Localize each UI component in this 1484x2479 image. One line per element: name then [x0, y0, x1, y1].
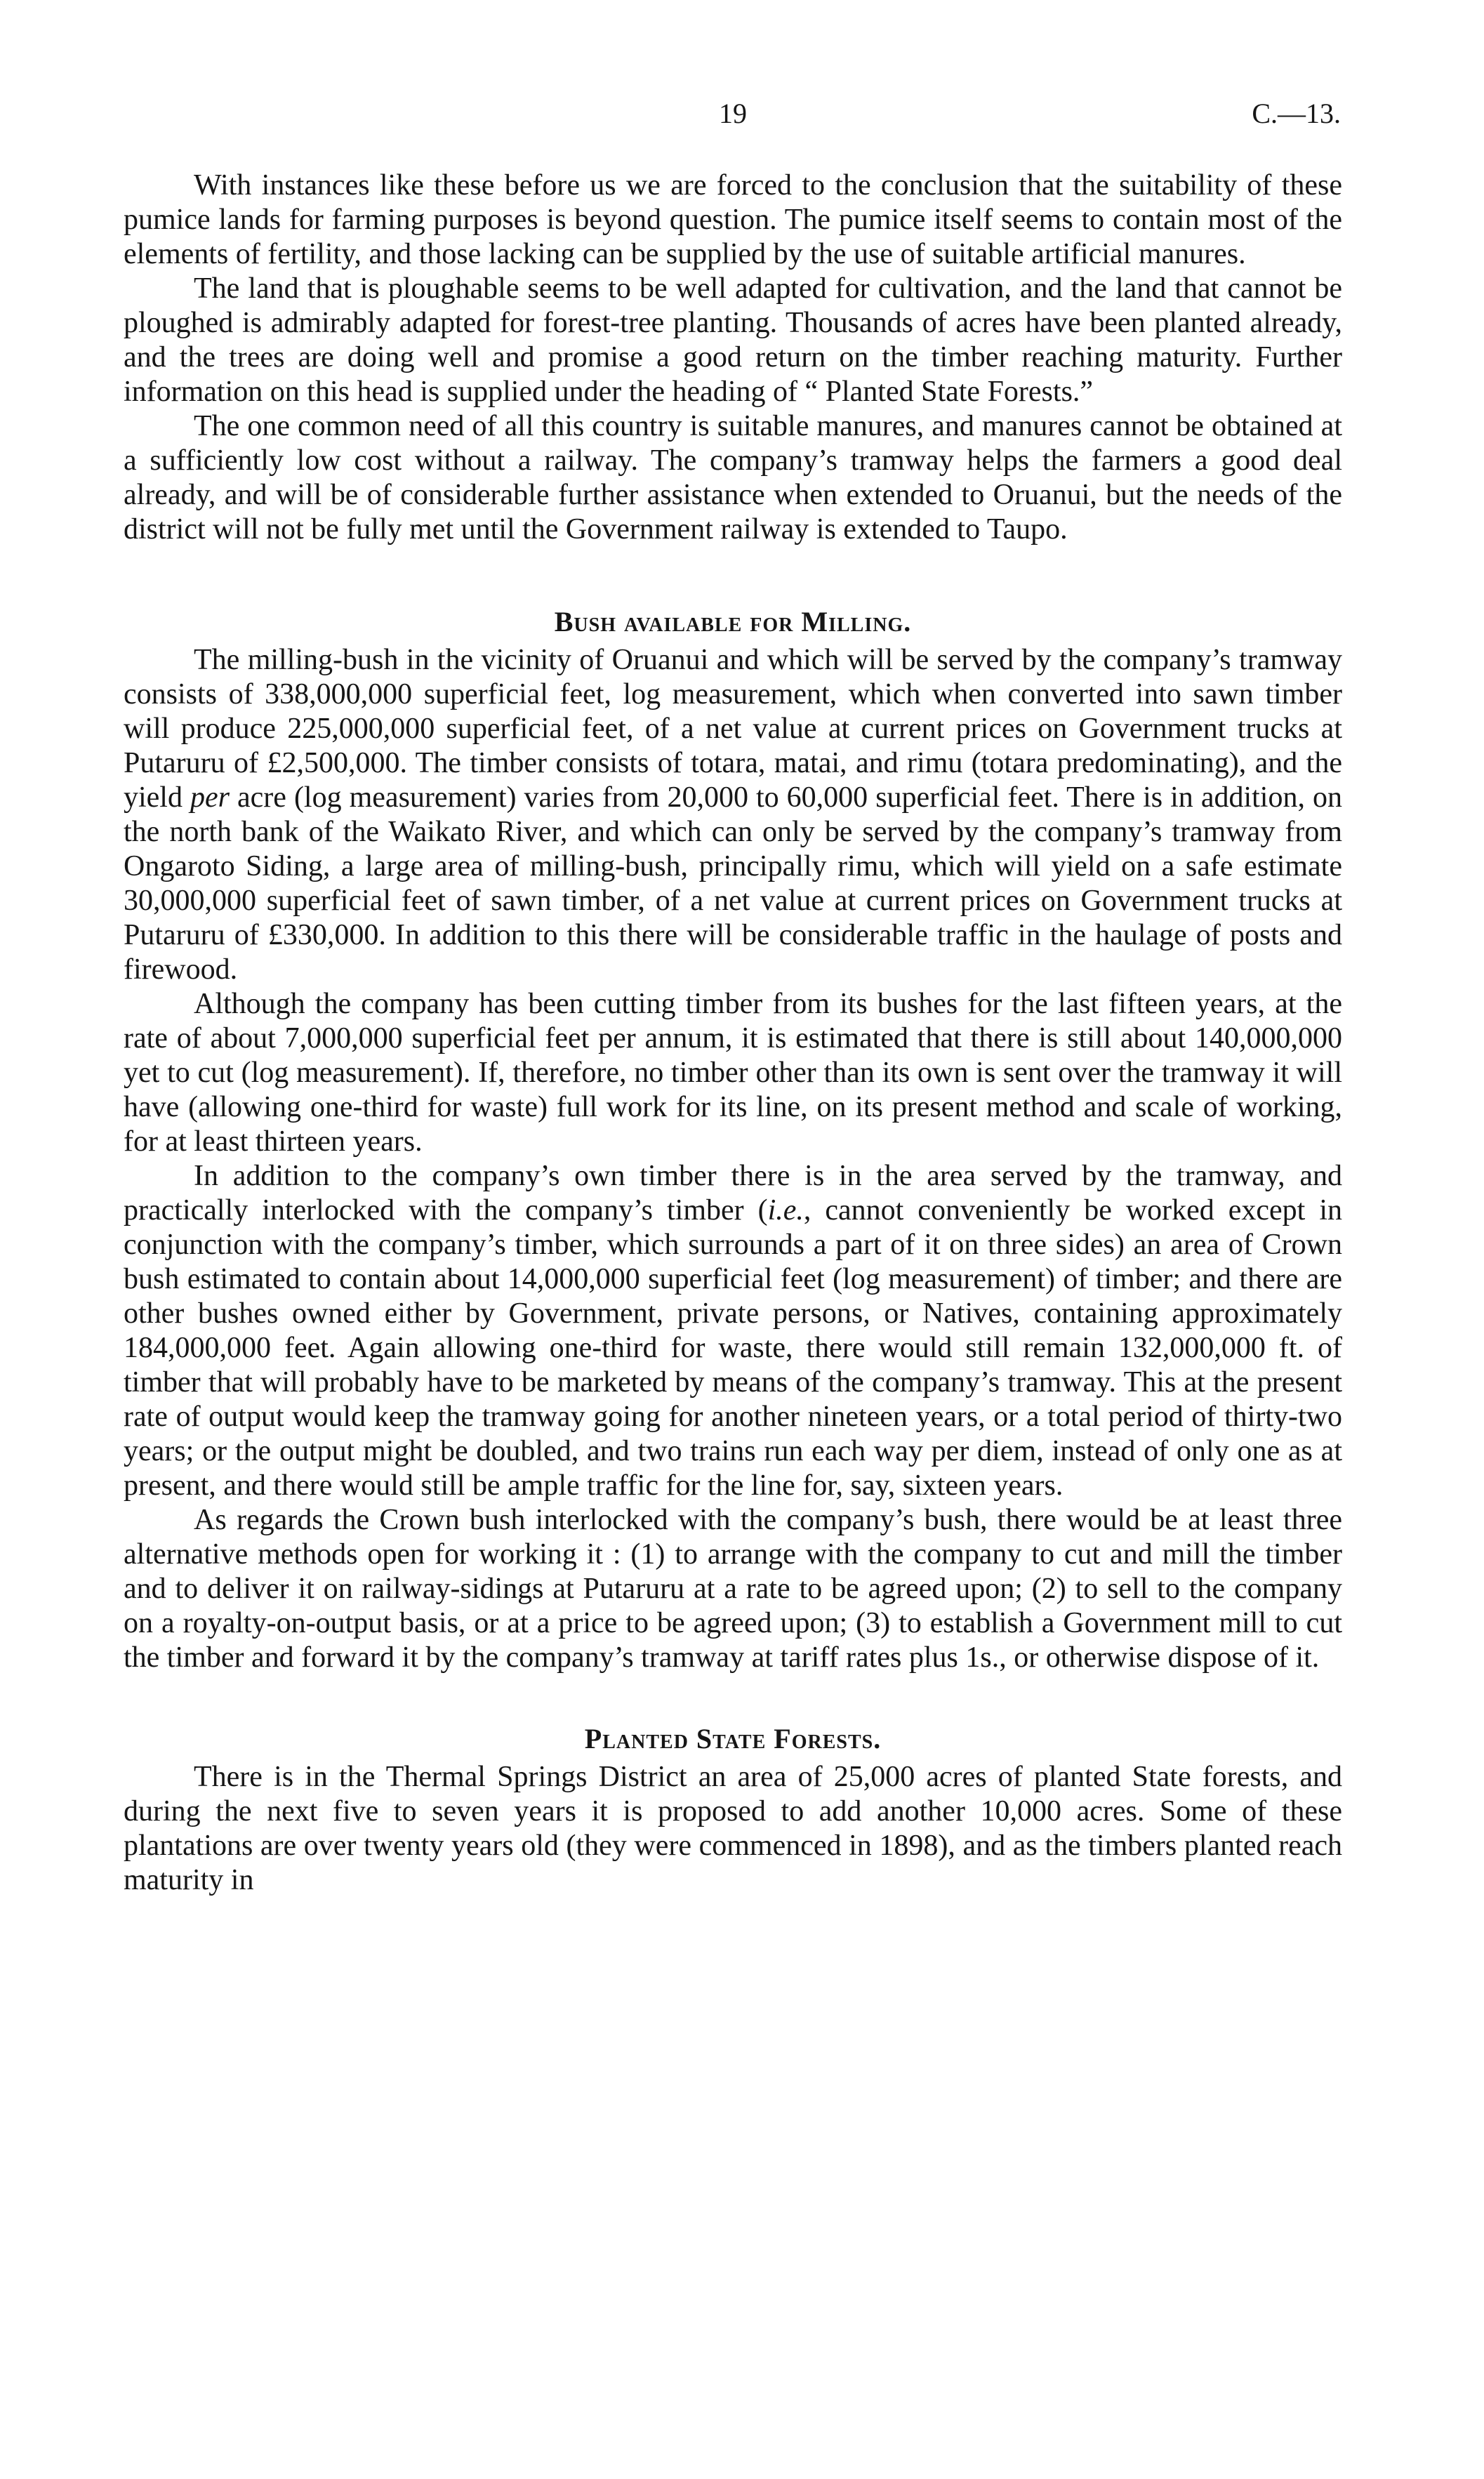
paragraph-bush-3 — [124, 1159, 1342, 1503]
document-reference: C.—13. — [1252, 98, 1341, 129]
paragraph-planted-1: There is in the Thermal Springs District an area of 25,000 acres of planted State forests, and during the next five to seven years it is proposed to add another 10,000 acres. Some of these plantations are over twenty years old (they were commenced in 1898), and as the timbers planted reach maturity in — [124, 1761, 1342, 1896]
paragraph-bush-1 — [124, 643, 1342, 987]
section-heading-planted-forests: Planted State Forests. — [584, 1723, 882, 1754]
section-heading-bush-available: Bush available for Milling. — [554, 606, 912, 637]
paragraph-bush-2: Although the company has been cutting timber from its bushes for the last fifteen years, at the rate of about 7,000,000 superficial feet per annum, it is estimated that there is still about 140,000,000 yet to cut (log measurement). If, therefore, no timber other than its own is sent over the tramway it will have (allowing one-third for waste) full work for its line, on its present method and scale of working, for at least thirteen years. — [124, 988, 1342, 1158]
paragraph-bush-1-italic: per — [190, 781, 230, 814]
paragraph-bush-3-italic: i.e. — [767, 1194, 804, 1227]
running-header — [125, 97, 1341, 139]
body-text — [124, 168, 1342, 1898]
paragraph-bush-3-text-a: In addition to the company’s own timber there is in the area served by the tramway, and practically interlocked with the company’s timber ( — [124, 1160, 1342, 1227]
paragraph-intro-2: The land that is ploughable seems to be well adapted for cultivation, and the land that cannot be ploughed is admirably adapted for forest-tree planting. Thousands of acres have been planted already, and the trees are doing well and promise a good return on the timber reaching maturity. Further information on this head is supplied under the heading of “ Planted State Forests.” — [124, 272, 1342, 408]
paragraph-intro-3: The one common need of all this country is suitable manures, and manures cannot be obtained at a sufficiently low cost without a railway. The company’s tramway helps the farmers a good deal already, and will be of considerable further assistance when extended to Oruanui, but the needs of the district will not be fully met until the Government railway is extended to Taupo. — [124, 410, 1342, 546]
page-number: 19 — [719, 98, 747, 129]
paragraph-bush-4: As regards the Crown bush interlocked with the company’s bush, there would be at least three alternative methods open for working it : (1) to arrange with the company to cut and mill the timber and to deliver it on railway-sidings at Putaruru at a rate to be agreed upon; (2) to sell to the company on a royalty-on-output basis, or at a price to be agreed upon; (3) to establish a Government mill to cut the timber and forward it by the company’s tramway at tariff rates plus 1s., or otherwise dispose of it. — [124, 1504, 1342, 1674]
paragraph-intro-1: With instances like these before us we are forced to the conclusion that the suitability of these pumice lands for farming purposes is beyond question. The pumice itself seems to contain most of the elements of fertility, and those lacking can be supplied by the use of suitable artificial manures. — [124, 169, 1342, 270]
paragraph-bush-1-text-a: The milling-bush in the vicinity of Oruanui and which will be served by the company’s tramway consists of 338,000,000 superficial feet, log measurement, which when converted into sawn timber will produce 225,000,000 superficial feet, of a net value at current prices on Government trucks at Putaruru of £2,500,000. The timber consists of totara, matai, and rimu (totara predominating), and the yield — [124, 644, 1342, 814]
paragraph-bush-1-text-b: acre (log measurement) varies from 20,000 to 60,000 superficial feet. There is in addition, on the north bank of the Waikato River, and which can only be served by the company’s tramway from Ongaroto Siding, a large area of milling-bush, principally rimu, which will yield on a safe estimate 30,000,000 superficial feet of sawn timber, of a net value at current prices on Government trucks at Putaruru of £330,000. In addition to this there will be considerable traffic in the haulage of posts and firewood. — [124, 781, 1342, 986]
paragraph-bush-3-text-b: , cannot conveniently be worked except in conjunction with the company’s timber, which surrounds a part of it on three sides) an area of Crown bush estimated to contain about 14,000,000 superficial feet (log measurement) of timber; and there are other bushes owned either by Government, private persons, or Natives, containing approximately 184,000,000 feet. Again allowing one-third for waste, there would still remain 132,000,000 ft. of timber that will probably have to be marketed by means of the company’s tramway. This at the present rate of output would keep the tramway going for another nineteen years, or a total period of thirty-two years; or the output might be doubled, and two trains run each way per diem, instead of only one as at present, and there would still be ample traffic for the line for, say, sixteen years. — [124, 1194, 1342, 1502]
